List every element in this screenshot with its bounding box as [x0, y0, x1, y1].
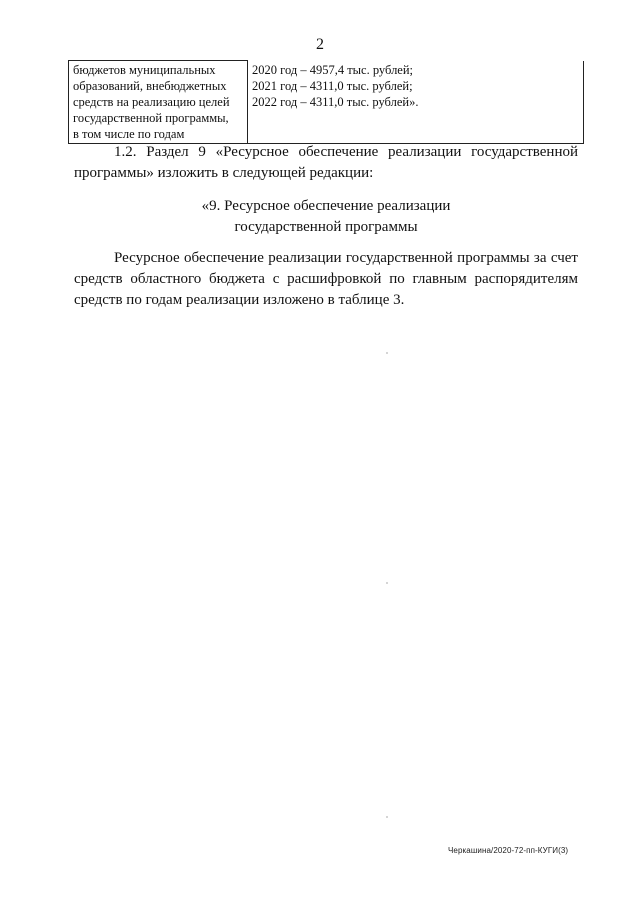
table-row — [69, 61, 584, 144]
scan-speck — [386, 352, 388, 354]
table-cell-line: государственной программы, — [73, 111, 229, 125]
scan-speck — [386, 816, 388, 818]
paragraph-amendment: 1.2. Раздел 9 «Ресурсное обеспечение реализации государственной программы» изложить в следующей редакции: — [74, 144, 578, 181]
table-cell-description — [69, 61, 248, 144]
table-cell-amounts — [248, 61, 584, 144]
resource-table — [68, 60, 584, 144]
section-heading — [74, 196, 578, 238]
section-heading-line: государственной программы — [234, 219, 418, 235]
table-cell-line: бюджетов муниципальных — [73, 63, 216, 77]
scan-speck — [386, 582, 388, 584]
table-cell-line: 2022 год – 4311,0 тыс. рублей». — [252, 94, 419, 109]
section-heading-line: «9. Ресурсное обеспечение реализации — [201, 198, 451, 214]
table-cell-line: средств на реализацию целей — [73, 95, 230, 109]
table-cell-line: 2021 год – 4311,0 тыс. рублей; — [252, 78, 413, 93]
table-cell-line: в том числе по годам — [73, 127, 185, 141]
page-number: 2 — [316, 36, 324, 53]
table-cell-line: 2020 год – 4957,4 тыс. рублей; — [252, 62, 414, 77]
table-cell-line: образований, внебюджетных — [73, 79, 227, 93]
document-footer-code: Черкашина/2020-72-пп-КУГИ(3) — [448, 846, 569, 855]
paragraph-resources: Ресурсное обеспечение реализации государственной программы за счет средств областного бюджета с расшифровкой по главным распорядителям средств по годам реализации изложено в таблице 3. — [74, 250, 578, 308]
